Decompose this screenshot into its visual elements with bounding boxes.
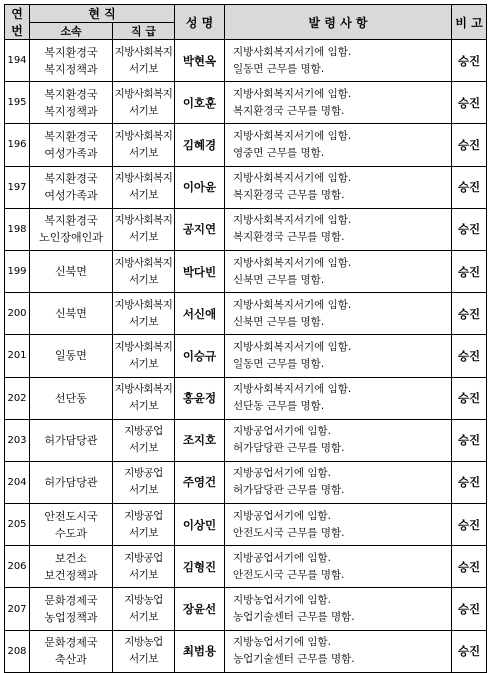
table-row	[5, 630, 487, 672]
table-row	[5, 40, 487, 82]
order-line1: 지방공업서기에 임함.	[233, 551, 331, 564]
header-name: 성 명	[175, 5, 225, 40]
order-line2: 일동면 근무를 명함.	[233, 62, 325, 75]
order-cell	[225, 588, 452, 630]
order-line2: 복지환경국 근무를 명함.	[233, 189, 345, 202]
name-cell: 김형진	[175, 546, 225, 588]
order-line2: 신북면 근무를 명함.	[233, 315, 325, 328]
rank-line1: 지방사회복지	[114, 45, 173, 58]
rank-line2: 서기보	[129, 231, 158, 244]
name-cell: 최범용	[175, 630, 225, 672]
rank-line2: 서기보	[129, 442, 158, 455]
department-cell	[30, 504, 113, 546]
order-line1: 지방사회복지서기에 임함.	[233, 340, 352, 353]
department-cell	[30, 124, 113, 166]
order-cell	[225, 377, 452, 419]
name-cell: 홍윤정	[175, 377, 225, 419]
department-cell	[30, 461, 113, 503]
rank-line2: 서기보	[129, 146, 158, 159]
order-line1: 지방공업서기에 임함.	[233, 467, 331, 480]
name-cell: 이상민	[175, 504, 225, 546]
order-cell	[225, 124, 452, 166]
order-line1: 지방공업서기에 임함.	[233, 509, 331, 522]
name-cell: 조지호	[175, 419, 225, 461]
rank-line1: 지방사회복지	[114, 256, 173, 269]
rank-line1: 지방공업	[124, 551, 163, 564]
order-line1: 지방농업서기에 임함.	[233, 636, 331, 649]
order-line2: 농업기술센터 근무를 명함.	[233, 653, 355, 666]
order-cell	[225, 40, 452, 82]
serial-number-cell: 195	[5, 82, 30, 124]
rank-line1: 지방공업	[124, 509, 163, 522]
table-row	[5, 166, 487, 208]
note-cell: 승진	[452, 588, 487, 630]
department-line1: 신북면	[55, 265, 87, 279]
department-cell	[30, 335, 113, 377]
department-cell	[30, 250, 113, 292]
rank-line2: 서기보	[129, 62, 158, 75]
department-line1: 복지환경국	[44, 172, 98, 186]
department-line1: 복지환경국	[44, 45, 98, 59]
rank-cell	[113, 546, 175, 588]
rank-line2: 서기보	[129, 357, 158, 370]
department-cell	[30, 377, 113, 419]
order-cell	[225, 461, 452, 503]
rank-line2: 서기보	[129, 273, 158, 286]
rank-cell	[113, 82, 175, 124]
personnel-order-table	[4, 4, 487, 673]
table-row	[5, 419, 487, 461]
table-body	[5, 40, 487, 673]
order-line2: 허가담당관 근무를 명함.	[233, 442, 345, 455]
note-cell: 승진	[452, 504, 487, 546]
department-line1: 문화경제국	[44, 636, 98, 650]
department-line1: 문화경제국	[44, 594, 98, 608]
order-line1: 지방사회복지서기에 임함.	[233, 214, 352, 227]
table-row	[5, 335, 487, 377]
table-row	[5, 82, 487, 124]
department-line1: 복지환경국	[44, 214, 98, 228]
header-department: 소속	[30, 23, 113, 40]
department-cell	[30, 588, 113, 630]
department-line1: 복지환경국	[44, 87, 98, 101]
serial-number-cell: 199	[5, 250, 30, 292]
header-serial-line1: 연	[11, 7, 23, 21]
note-cell: 승진	[452, 630, 487, 672]
serial-number-cell: 196	[5, 124, 30, 166]
rank-line1: 지방사회복지	[114, 129, 173, 142]
table-row	[5, 293, 487, 335]
rank-line1: 지방공업	[124, 425, 163, 438]
rank-line1: 지방농업	[124, 594, 163, 607]
order-line2: 일동면 근무를 명함.	[233, 357, 325, 370]
serial-number-cell: 203	[5, 419, 30, 461]
table-row	[5, 377, 487, 419]
order-line2: 복지환경국 근무를 명함.	[233, 104, 345, 117]
rank-cell	[113, 377, 175, 419]
header-note: 비 고	[452, 5, 487, 40]
rank-cell	[113, 250, 175, 292]
header-rank: 직 급	[113, 23, 175, 40]
header-order: 발 령 사 항	[225, 5, 452, 40]
table-row	[5, 208, 487, 250]
rank-line2: 서기보	[129, 526, 158, 539]
department-cell	[30, 208, 113, 250]
rank-cell	[113, 208, 175, 250]
department-line2: 복지정책과	[44, 62, 98, 76]
name-cell: 이호훈	[175, 82, 225, 124]
order-line2: 농업기술센터 근무를 명함.	[233, 611, 355, 624]
order-cell	[225, 166, 452, 208]
order-line1: 지방사회복지서기에 임함.	[233, 129, 352, 142]
name-cell: 이아윤	[175, 166, 225, 208]
department-cell	[30, 82, 113, 124]
department-line2: 여성가족과	[44, 146, 98, 160]
serial-number-cell: 198	[5, 208, 30, 250]
order-cell	[225, 293, 452, 335]
serial-number-cell: 206	[5, 546, 30, 588]
note-cell: 승진	[452, 250, 487, 292]
note-cell: 승진	[452, 546, 487, 588]
order-cell	[225, 504, 452, 546]
order-line1: 지방사회복지서기에 임함.	[233, 172, 352, 185]
department-line1: 일동면	[55, 349, 87, 363]
order-line1: 지방사회복지서기에 임함.	[233, 87, 352, 100]
table-row	[5, 250, 487, 292]
department-line1: 선단동	[55, 391, 87, 405]
rank-cell	[113, 335, 175, 377]
order-cell	[225, 419, 452, 461]
department-line1: 복지환경국	[44, 129, 98, 143]
name-cell: 박다빈	[175, 250, 225, 292]
order-line2: 영중면 근무를 명함.	[233, 146, 325, 159]
rank-line1: 지방농업	[124, 636, 163, 649]
department-line1: 허가담당관	[44, 433, 98, 447]
table-row	[5, 124, 487, 166]
department-line2: 보건정책과	[44, 568, 98, 582]
order-line1: 지방농업서기에 임함.	[233, 594, 331, 607]
serial-number-cell: 207	[5, 588, 30, 630]
order-cell	[225, 630, 452, 672]
department-line1: 안전도시국	[44, 509, 98, 523]
order-line1: 지방사회복지서기에 임함.	[233, 45, 352, 58]
name-cell: 주영건	[175, 461, 225, 503]
department-line1: 보건소	[55, 551, 87, 565]
header-current-position: 현 직	[30, 5, 175, 23]
serial-number-cell: 200	[5, 293, 30, 335]
department-cell	[30, 546, 113, 588]
rank-line1: 지방사회복지	[114, 383, 173, 396]
name-cell: 장윤선	[175, 588, 225, 630]
rank-cell	[113, 504, 175, 546]
rank-cell	[113, 166, 175, 208]
order-line2: 안전도시국 근무를 명함.	[233, 526, 345, 539]
rank-line2: 서기보	[129, 104, 158, 117]
department-cell	[30, 630, 113, 672]
serial-number-cell: 204	[5, 461, 30, 503]
order-line2: 신북면 근무를 명함.	[233, 273, 325, 286]
serial-number-cell: 205	[5, 504, 30, 546]
serial-number-cell: 194	[5, 40, 30, 82]
note-cell: 승진	[452, 208, 487, 250]
table-row	[5, 504, 487, 546]
department-line2: 복지정책과	[44, 104, 98, 118]
department-cell	[30, 293, 113, 335]
serial-number-cell: 197	[5, 166, 30, 208]
name-cell: 공지연	[175, 208, 225, 250]
rank-line2: 서기보	[129, 568, 158, 581]
order-cell	[225, 82, 452, 124]
name-cell: 이승규	[175, 335, 225, 377]
order-line1: 지방사회복지서기에 임함.	[233, 256, 352, 269]
table-row	[5, 546, 487, 588]
department-cell	[30, 419, 113, 461]
name-cell: 서신애	[175, 293, 225, 335]
order-cell	[225, 250, 452, 292]
header-row	[5, 5, 487, 23]
rank-line2: 서기보	[129, 611, 158, 624]
department-cell	[30, 166, 113, 208]
name-cell: 김혜경	[175, 124, 225, 166]
department-line1: 허가담당관	[44, 475, 98, 489]
note-cell: 승진	[452, 166, 487, 208]
department-cell	[30, 40, 113, 82]
rank-cell	[113, 630, 175, 672]
rank-line2: 서기보	[129, 315, 158, 328]
rank-cell	[113, 40, 175, 82]
name-cell: 박현옥	[175, 40, 225, 82]
note-cell: 승진	[452, 124, 487, 166]
note-cell: 승진	[452, 293, 487, 335]
order-line1: 지방공업서기에 임함.	[233, 425, 331, 438]
order-cell	[225, 546, 452, 588]
serial-number-cell: 201	[5, 335, 30, 377]
department-line2: 노인장애인과	[39, 231, 103, 245]
department-line2: 축산과	[55, 653, 87, 667]
order-line2: 선단동 근무를 명함.	[233, 400, 325, 413]
order-line2: 복지환경국 근무를 명함.	[233, 231, 345, 244]
rank-line2: 서기보	[129, 653, 158, 666]
note-cell: 승진	[452, 419, 487, 461]
rank-line1: 지방사회복지	[114, 340, 173, 353]
department-line2: 수도과	[55, 526, 87, 540]
rank-cell	[113, 419, 175, 461]
rank-cell	[113, 293, 175, 335]
order-line1: 지방사회복지서기에 임함.	[233, 298, 352, 311]
note-cell: 승진	[452, 461, 487, 503]
serial-number-cell: 202	[5, 377, 30, 419]
rank-line1: 지방사회복지	[114, 87, 173, 100]
rank-cell	[113, 461, 175, 503]
rank-line1: 지방사회복지	[114, 172, 173, 185]
header-serial-number	[5, 5, 30, 40]
note-cell: 승진	[452, 335, 487, 377]
department-line2: 여성가족과	[44, 189, 98, 203]
rank-line2: 서기보	[129, 189, 158, 202]
rank-line1: 지방공업	[124, 467, 163, 480]
rank-cell	[113, 588, 175, 630]
rank-cell	[113, 124, 175, 166]
rank-line1: 지방사회복지	[114, 214, 173, 227]
rank-line1: 지방사회복지	[114, 298, 173, 311]
order-line1: 지방사회복지서기에 임함.	[233, 383, 352, 396]
order-line2: 안전도시국 근무를 명함.	[233, 568, 345, 581]
note-cell: 승진	[452, 82, 487, 124]
order-line2: 허가담당관 근무를 명함.	[233, 484, 345, 497]
order-cell	[225, 208, 452, 250]
department-line2: 농업정책과	[44, 611, 98, 625]
department-line1: 신북면	[55, 307, 87, 321]
rank-line2: 서기보	[129, 400, 158, 413]
order-cell	[225, 335, 452, 377]
table-row	[5, 461, 487, 503]
table-row	[5, 588, 487, 630]
rank-line2: 서기보	[129, 484, 158, 497]
serial-number-cell: 208	[5, 630, 30, 672]
header-serial-line2: 번	[11, 24, 23, 38]
note-cell: 승진	[452, 377, 487, 419]
note-cell: 승진	[452, 40, 487, 82]
